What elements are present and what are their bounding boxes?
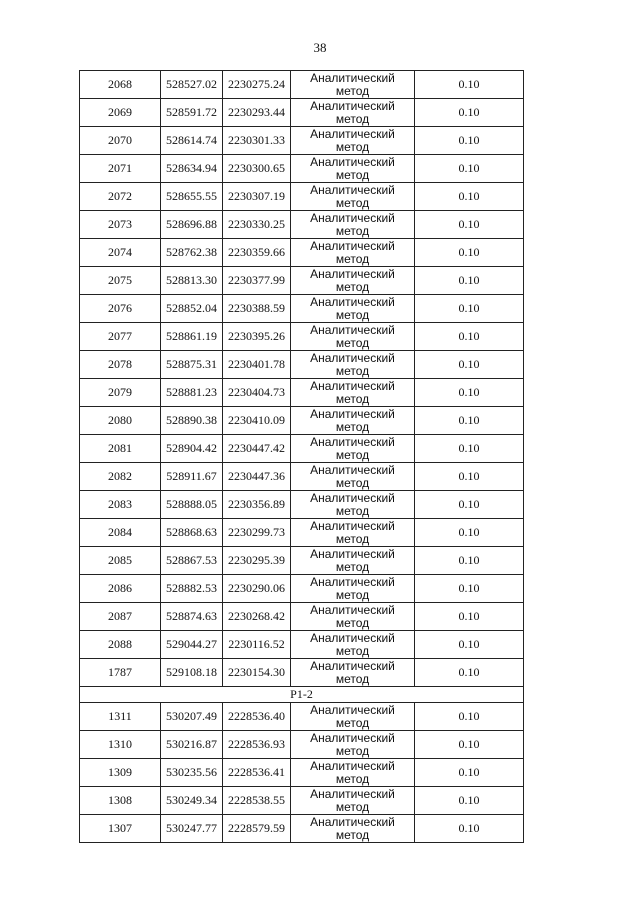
y-coordinate-cell: 2228536.41	[223, 759, 291, 787]
accuracy-cell: 0.10	[415, 379, 524, 407]
method-text: Аналитический	[310, 294, 395, 309]
table-row	[80, 703, 524, 731]
table-row	[80, 731, 524, 759]
method-text: метод	[335, 771, 370, 786]
method-text: Аналитический	[310, 322, 395, 337]
accuracy-cell: 0.10	[415, 295, 524, 323]
point-id-cell: 2085	[80, 547, 161, 575]
point-id-cell: 2073	[80, 211, 161, 239]
method-text: Аналитический	[310, 630, 395, 645]
point-id-cell: 2075	[80, 267, 161, 295]
point-id-cell: 2081	[80, 435, 161, 463]
method-cell	[291, 703, 415, 731]
table-row	[80, 603, 524, 631]
accuracy-cell: 0.10	[415, 239, 524, 267]
table-row	[80, 435, 524, 463]
table-row	[80, 659, 524, 687]
y-coordinate-cell: 2230359.66	[223, 239, 291, 267]
method-cell	[291, 491, 415, 519]
point-id-cell: 2080	[80, 407, 161, 435]
x-coordinate-cell: 528861.19	[161, 323, 223, 351]
method-text: Аналитический	[310, 182, 395, 197]
y-coordinate-cell: 2230293.44	[223, 99, 291, 127]
x-coordinate-cell: 528904.42	[161, 435, 223, 463]
method-text: метод	[335, 531, 370, 546]
method-text: метод	[335, 139, 370, 154]
y-coordinate-cell: 2230447.36	[223, 463, 291, 491]
x-coordinate-cell: 530207.49	[161, 703, 223, 731]
x-coordinate-cell: 528696.88	[161, 211, 223, 239]
method-text: метод	[335, 799, 370, 814]
method-text: Аналитический	[310, 574, 395, 589]
x-coordinate-cell: 528634.94	[161, 155, 223, 183]
method-cell	[291, 603, 415, 631]
y-coordinate-cell: 2230410.09	[223, 407, 291, 435]
y-coordinate-cell: 2230395.26	[223, 323, 291, 351]
method-text: метод	[335, 307, 370, 322]
method-cell	[291, 547, 415, 575]
method-text: Аналитический	[310, 730, 395, 745]
y-coordinate-cell: 2230388.59	[223, 295, 291, 323]
method-text: метод	[335, 391, 370, 406]
table-row	[80, 351, 524, 379]
accuracy-cell: 0.10	[415, 155, 524, 183]
method-cell	[291, 211, 415, 239]
accuracy-cell: 0.10	[415, 815, 524, 843]
method-cell	[291, 631, 415, 659]
method-cell	[291, 295, 415, 323]
point-id-cell: 2078	[80, 351, 161, 379]
method-text: Аналитический	[310, 154, 395, 169]
accuracy-cell: 0.10	[415, 659, 524, 687]
point-id-cell: 2071	[80, 155, 161, 183]
method-text: Аналитический	[310, 814, 395, 829]
y-coordinate-cell: 2228579.59	[223, 815, 291, 843]
y-coordinate-cell: 2230299.73	[223, 519, 291, 547]
accuracy-cell: 0.10	[415, 547, 524, 575]
accuracy-cell: 0.10	[415, 575, 524, 603]
accuracy-cell: 0.10	[415, 435, 524, 463]
y-coordinate-cell: 2228536.40	[223, 703, 291, 731]
table-row	[80, 815, 524, 843]
table-row	[80, 183, 524, 211]
table-row	[80, 323, 524, 351]
method-text: метод	[335, 111, 370, 126]
table-row	[80, 491, 524, 519]
x-coordinate-cell: 528655.55	[161, 183, 223, 211]
point-id-cell: 2068	[80, 71, 161, 99]
method-text: Аналитический	[310, 406, 395, 421]
x-coordinate-cell: 528868.63	[161, 519, 223, 547]
method-text: метод	[335, 715, 370, 730]
method-cell	[291, 519, 415, 547]
method-cell	[291, 379, 415, 407]
x-coordinate-cell: 528888.05	[161, 491, 223, 519]
accuracy-cell: 0.10	[415, 603, 524, 631]
x-coordinate-cell: 528852.04	[161, 295, 223, 323]
section-header-row	[80, 687, 524, 703]
table-row	[80, 267, 524, 295]
accuracy-cell: 0.10	[415, 71, 524, 99]
table-row	[80, 99, 524, 127]
method-text: метод	[335, 475, 370, 490]
method-cell	[291, 99, 415, 127]
accuracy-cell: 0.10	[415, 267, 524, 295]
point-id-cell: 2086	[80, 575, 161, 603]
x-coordinate-cell: 528911.67	[161, 463, 223, 491]
method-text: метод	[335, 83, 370, 98]
y-coordinate-cell: 2230356.89	[223, 491, 291, 519]
y-coordinate-cell: 2230275.24	[223, 71, 291, 99]
x-coordinate-cell: 528813.30	[161, 267, 223, 295]
table-row	[80, 295, 524, 323]
method-cell	[291, 127, 415, 155]
point-id-cell: 2079	[80, 379, 161, 407]
method-text: Аналитический	[310, 462, 395, 477]
table-row	[80, 631, 524, 659]
method-text: Аналитический	[310, 546, 395, 561]
x-coordinate-cell: 530216.87	[161, 731, 223, 759]
method-text: Аналитический	[310, 98, 395, 113]
method-text: Аналитический	[310, 350, 395, 365]
method-text: Аналитический	[310, 602, 395, 617]
accuracy-cell: 0.10	[415, 463, 524, 491]
accuracy-cell: 0.10	[415, 127, 524, 155]
accuracy-cell: 0.10	[415, 703, 524, 731]
point-id-cell: 2069	[80, 99, 161, 127]
point-id-cell: 1310	[80, 731, 161, 759]
method-text: метод	[335, 643, 370, 658]
accuracy-cell: 0.10	[415, 407, 524, 435]
x-coordinate-cell: 528874.63	[161, 603, 223, 631]
table-row	[80, 787, 524, 815]
method-text: метод	[335, 671, 370, 686]
method-cell	[291, 435, 415, 463]
method-text: метод	[335, 167, 370, 182]
y-coordinate-cell: 2230404.73	[223, 379, 291, 407]
y-coordinate-cell: 2228536.93	[223, 731, 291, 759]
method-text: метод	[335, 503, 370, 518]
point-id-cell: 2082	[80, 463, 161, 491]
point-id-cell: 2084	[80, 519, 161, 547]
section-label: P1-2	[80, 687, 524, 703]
y-coordinate-cell: 2228538.55	[223, 787, 291, 815]
method-text: Аналитический	[310, 126, 395, 141]
point-id-cell: 2083	[80, 491, 161, 519]
method-text: Аналитический	[310, 786, 395, 801]
x-coordinate-cell: 528875.31	[161, 351, 223, 379]
method-text: метод	[335, 223, 370, 238]
method-text: Аналитический	[310, 238, 395, 253]
x-coordinate-cell: 530235.56	[161, 759, 223, 787]
method-text: метод	[335, 195, 370, 210]
method-cell	[291, 239, 415, 267]
point-id-cell: 2072	[80, 183, 161, 211]
y-coordinate-cell: 2230154.30	[223, 659, 291, 687]
x-coordinate-cell: 528591.72	[161, 99, 223, 127]
x-coordinate-cell: 528882.53	[161, 575, 223, 603]
method-text: метод	[335, 615, 370, 630]
x-coordinate-cell: 530247.77	[161, 815, 223, 843]
y-coordinate-cell: 2230330.25	[223, 211, 291, 239]
point-id-cell: 2076	[80, 295, 161, 323]
accuracy-cell: 0.10	[415, 787, 524, 815]
method-text: Аналитический	[310, 658, 395, 673]
method-text: метод	[335, 447, 370, 462]
method-text: Аналитический	[310, 702, 395, 717]
point-id-cell: 1309	[80, 759, 161, 787]
table-row	[80, 211, 524, 239]
method-cell	[291, 351, 415, 379]
method-text: метод	[335, 419, 370, 434]
method-cell	[291, 155, 415, 183]
point-id-cell: 1311	[80, 703, 161, 731]
table-row	[80, 575, 524, 603]
coordinates-table	[79, 70, 524, 843]
page-number: 38	[313, 40, 327, 55]
method-cell	[291, 731, 415, 759]
method-text: метод	[335, 587, 370, 602]
table-row	[80, 519, 524, 547]
table-row	[80, 407, 524, 435]
x-coordinate-cell: 530249.34	[161, 787, 223, 815]
table-row	[80, 759, 524, 787]
method-cell	[291, 787, 415, 815]
coordinates-table-body	[80, 71, 524, 843]
accuracy-cell: 0.10	[415, 211, 524, 239]
accuracy-cell: 0.10	[415, 183, 524, 211]
accuracy-cell: 0.10	[415, 519, 524, 547]
method-cell	[291, 759, 415, 787]
y-coordinate-cell: 2230301.33	[223, 127, 291, 155]
accuracy-cell: 0.10	[415, 759, 524, 787]
y-coordinate-cell: 2230290.06	[223, 575, 291, 603]
method-text: Аналитический	[310, 266, 395, 281]
table-row	[80, 239, 524, 267]
point-id-cell: 1308	[80, 787, 161, 815]
method-cell	[291, 323, 415, 351]
x-coordinate-cell: 528762.38	[161, 239, 223, 267]
method-text: Аналитический	[310, 70, 395, 85]
method-cell	[291, 575, 415, 603]
x-coordinate-cell: 528527.02	[161, 71, 223, 99]
y-coordinate-cell: 2230116.52	[223, 631, 291, 659]
method-cell	[291, 267, 415, 295]
table-row	[80, 463, 524, 491]
method-text: метод	[335, 743, 370, 758]
accuracy-cell: 0.10	[415, 351, 524, 379]
accuracy-cell: 0.10	[415, 731, 524, 759]
point-id-cell: 2088	[80, 631, 161, 659]
method-text: Аналитический	[310, 518, 395, 533]
x-coordinate-cell: 528614.74	[161, 127, 223, 155]
point-id-cell: 2074	[80, 239, 161, 267]
method-text: метод	[335, 335, 370, 350]
method-text: Аналитический	[310, 378, 395, 393]
x-coordinate-cell: 529108.18	[161, 659, 223, 687]
method-text: Аналитический	[310, 758, 395, 773]
method-cell	[291, 183, 415, 211]
y-coordinate-cell: 2230295.39	[223, 547, 291, 575]
point-id-cell: 1787	[80, 659, 161, 687]
accuracy-cell: 0.10	[415, 99, 524, 127]
method-text: Аналитический	[310, 434, 395, 449]
method-text: Аналитический	[310, 210, 395, 225]
y-coordinate-cell: 2230447.42	[223, 435, 291, 463]
method-cell	[291, 71, 415, 99]
method-cell	[291, 407, 415, 435]
y-coordinate-cell: 2230268.42	[223, 603, 291, 631]
table-row	[80, 127, 524, 155]
method-cell	[291, 463, 415, 491]
y-coordinate-cell: 2230300.65	[223, 155, 291, 183]
method-text: Аналитический	[310, 490, 395, 505]
y-coordinate-cell: 2230377.99	[223, 267, 291, 295]
y-coordinate-cell: 2230401.78	[223, 351, 291, 379]
point-id-cell: 2087	[80, 603, 161, 631]
method-cell	[291, 659, 415, 687]
method-text: метод	[335, 251, 370, 266]
table-row	[80, 547, 524, 575]
x-coordinate-cell: 528890.38	[161, 407, 223, 435]
accuracy-cell: 0.10	[415, 631, 524, 659]
x-coordinate-cell: 528881.23	[161, 379, 223, 407]
accuracy-cell: 0.10	[415, 323, 524, 351]
table-row	[80, 155, 524, 183]
x-coordinate-cell: 529044.27	[161, 631, 223, 659]
y-coordinate-cell: 2230307.19	[223, 183, 291, 211]
table-row	[80, 71, 524, 99]
x-coordinate-cell: 528867.53	[161, 547, 223, 575]
point-id-cell: 1307	[80, 815, 161, 843]
method-text: метод	[335, 827, 370, 842]
method-text: метод	[335, 559, 370, 574]
method-text: метод	[335, 279, 370, 294]
point-id-cell: 2070	[80, 127, 161, 155]
accuracy-cell: 0.10	[415, 491, 524, 519]
method-text: метод	[335, 363, 370, 378]
method-cell	[291, 815, 415, 843]
point-id-cell: 2077	[80, 323, 161, 351]
table-row	[80, 379, 524, 407]
